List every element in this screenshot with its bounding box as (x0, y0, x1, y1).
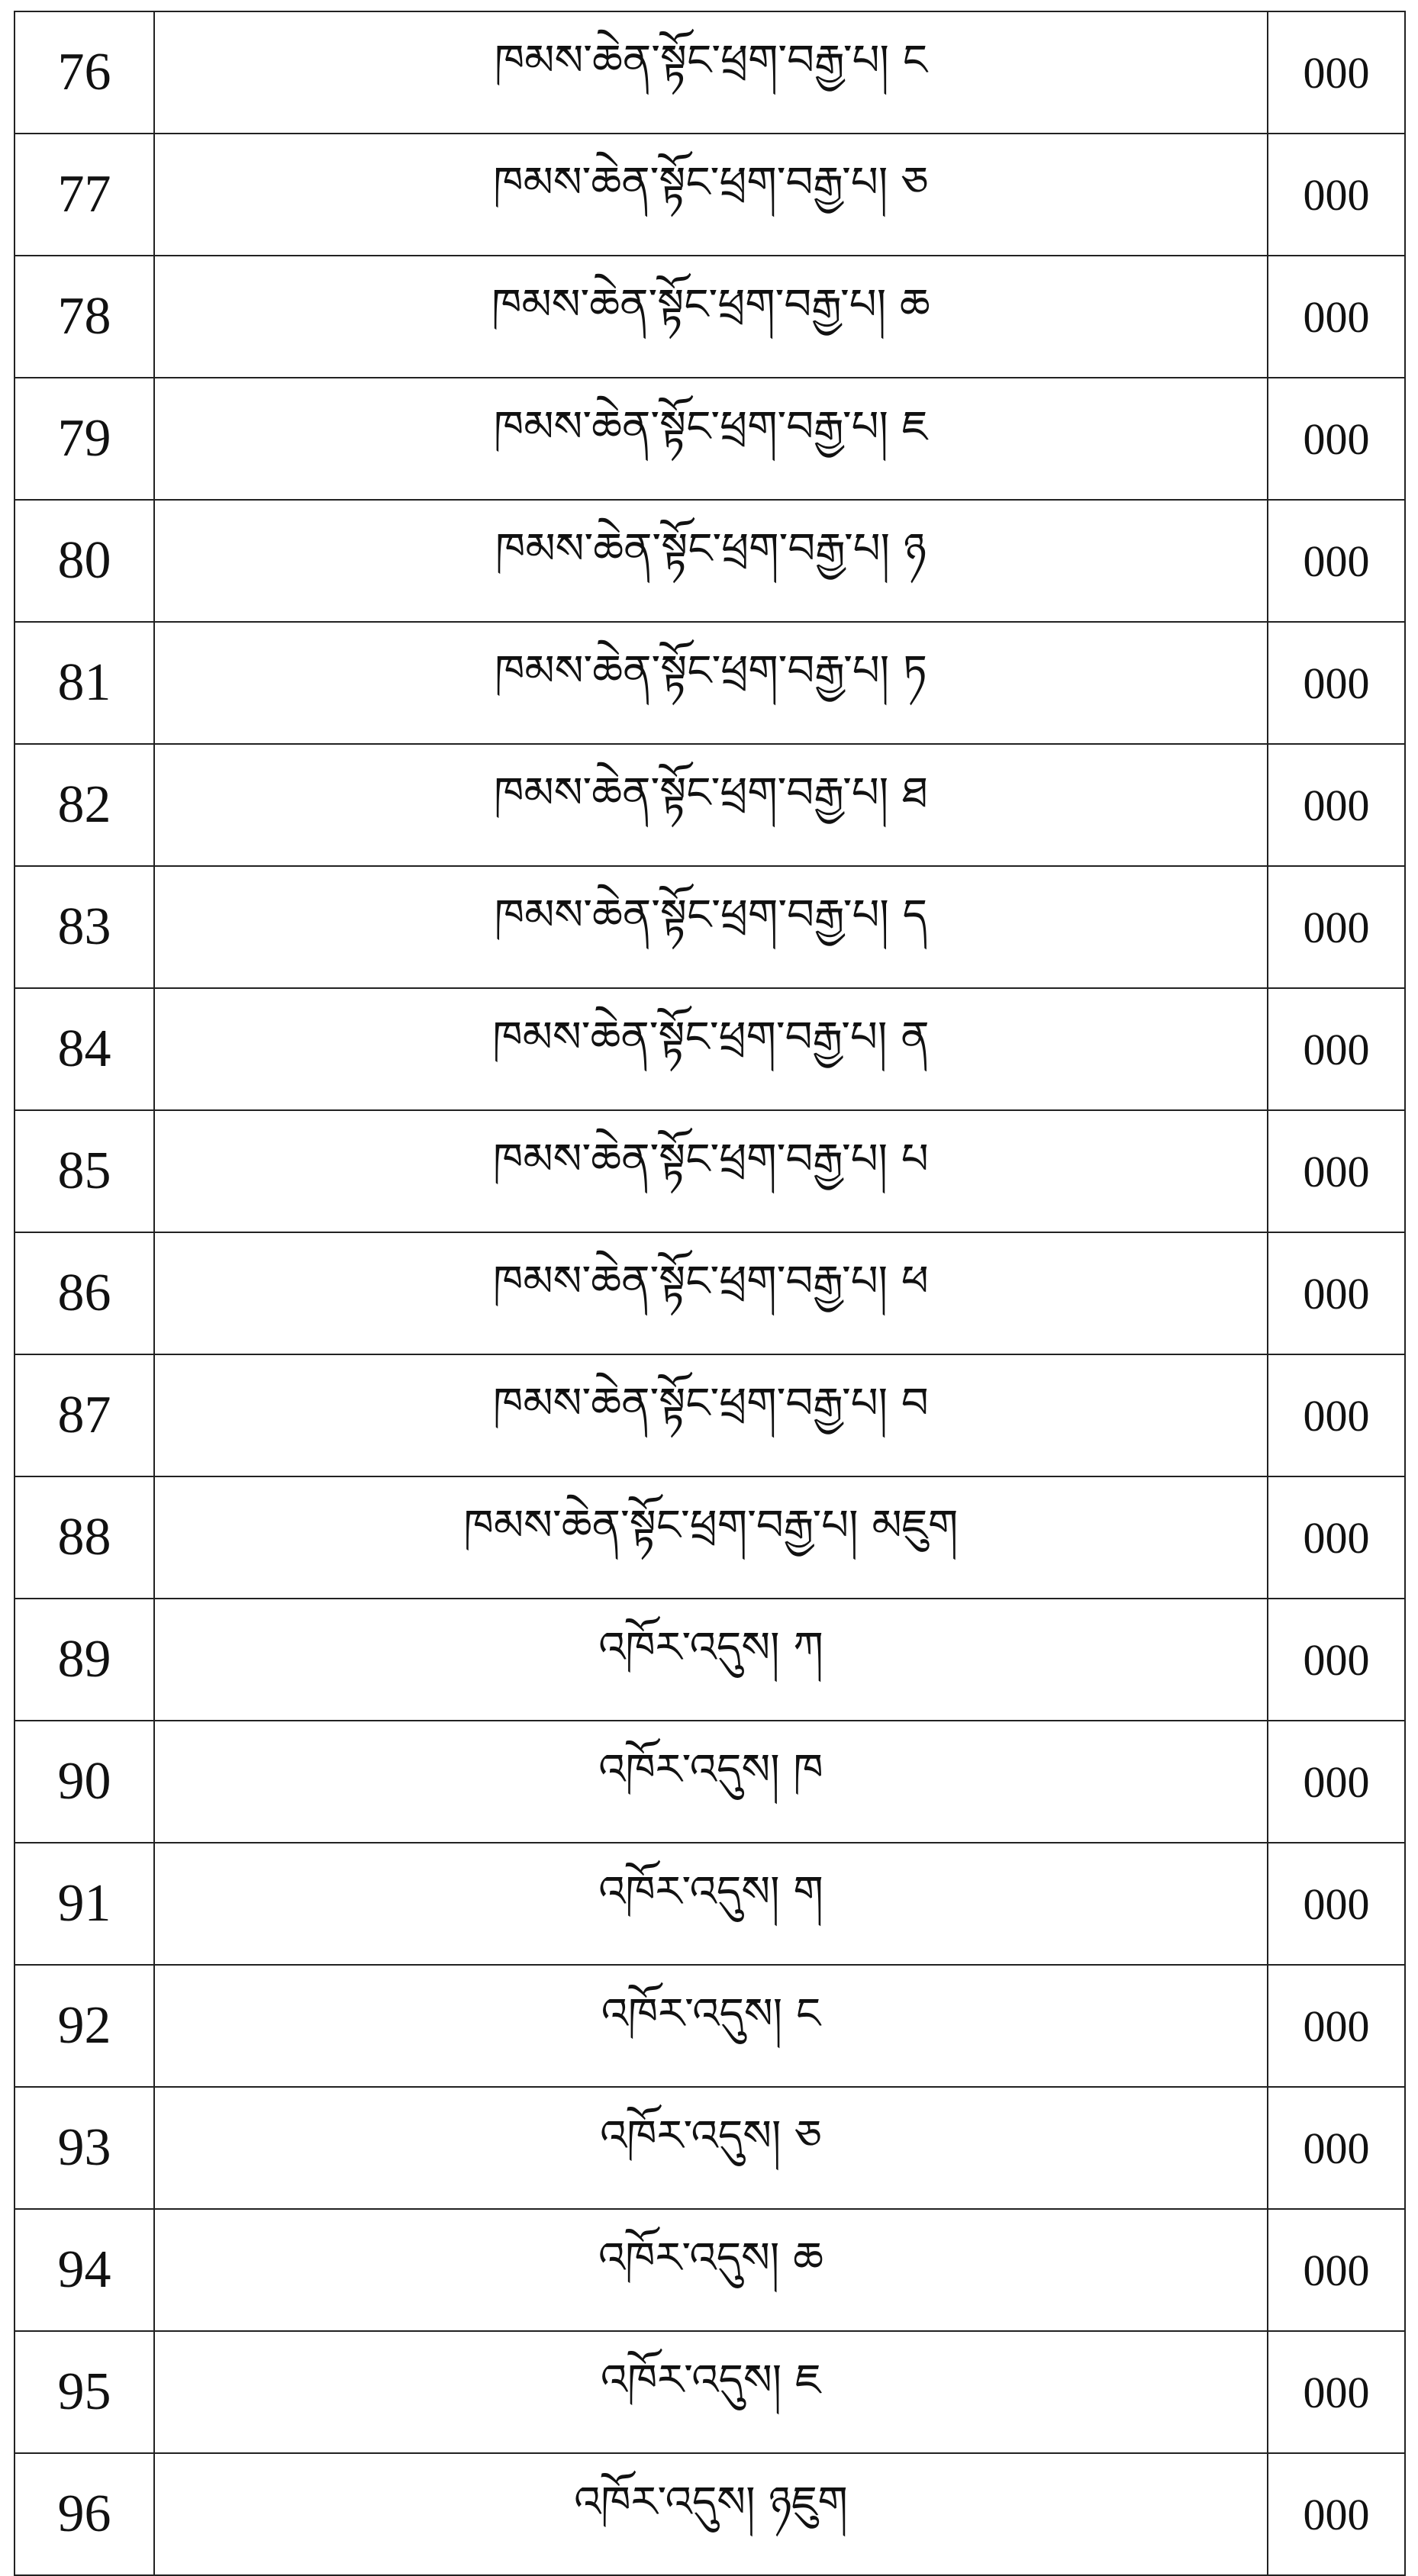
row-number: 93 (15, 2087, 154, 2209)
row-number: 89 (15, 1599, 154, 1721)
row-number: 86 (15, 1232, 154, 1354)
table-row (15, 11, 1405, 134)
row-number: 90 (15, 1721, 154, 1843)
catalog-sheet (14, 11, 1404, 2576)
row-title: ཁམས་ཆེན་སྟོང་ཕྲག་བརྒྱ་པ། ཇ (154, 378, 1268, 500)
row-number: 92 (15, 1965, 154, 2087)
row-title: ཁམས་ཆེན་སྟོང་ཕྲག་བརྒྱ་པ། ཆ (154, 256, 1268, 378)
row-title: འཁོར་འདུས། ཀ (154, 1599, 1268, 1721)
row-number: 84 (15, 988, 154, 1110)
row-number: 87 (15, 1354, 154, 1476)
row-title: ཁམས་ཆེན་སྟོང་ཕྲག་བརྒྱ་པ། ཐ (154, 744, 1268, 866)
table-row (15, 378, 1405, 500)
table-row (15, 1232, 1405, 1354)
row-value: 000 (1268, 256, 1405, 378)
row-value: 000 (1268, 2209, 1405, 2331)
row-value: 000 (1268, 134, 1405, 256)
row-value: 000 (1268, 378, 1405, 500)
table-row (15, 1721, 1405, 1843)
table-row (15, 1354, 1405, 1476)
row-number: 88 (15, 1476, 154, 1599)
row-number: 94 (15, 2209, 154, 2331)
row-value: 000 (1268, 1721, 1405, 1843)
catalog-table-body (15, 11, 1405, 2575)
row-number: 85 (15, 1110, 154, 1232)
table-row (15, 2453, 1405, 2575)
row-value: 000 (1268, 988, 1405, 1110)
row-number: 80 (15, 500, 154, 622)
row-value: 000 (1268, 1843, 1405, 1965)
row-title: ཁམས་ཆེན་སྟོང་ཕྲག་བརྒྱ་པ། ཕ (154, 1232, 1268, 1354)
catalog-table (14, 11, 1406, 2576)
row-title: འཁོར་འདུས། ཉཇུག (154, 2453, 1268, 2575)
table-row (15, 256, 1405, 378)
row-title: ཁམས་ཆེན་སྟོང་ཕྲག་བརྒྱ་པ། ད (154, 866, 1268, 988)
row-number: 76 (15, 11, 154, 134)
row-title: ཁམས་ཆེན་སྟོང་ཕྲག་བརྒྱ་པ། མཇུག (154, 1476, 1268, 1599)
row-number: 91 (15, 1843, 154, 1965)
row-title: ཁམས་ཆེན་སྟོང་ཕྲག་བརྒྱ་པ། ང (154, 11, 1268, 134)
row-title: འཁོར་འདུས། ང (154, 1965, 1268, 2087)
row-title: འཁོར་འདུས། ཆ (154, 2209, 1268, 2331)
row-number: 77 (15, 134, 154, 256)
row-value: 000 (1268, 2453, 1405, 2575)
row-number: 83 (15, 866, 154, 988)
row-title: ཁམས་ཆེན་སྟོང་ཕྲག་བརྒྱ་པ། ཅ (154, 134, 1268, 256)
row-value: 000 (1268, 2331, 1405, 2453)
row-title: ཁམས་ཆེན་སྟོང་ཕྲག་བརྒྱ་པ། ན (154, 988, 1268, 1110)
row-value: 000 (1268, 866, 1405, 988)
row-title: ཁམས་ཆེན་སྟོང་ཕྲག་བརྒྱ་པ། བ (154, 1354, 1268, 1476)
table-row (15, 2331, 1405, 2453)
row-title: ཁམས་ཆེན་སྟོང་ཕྲག་བརྒྱ་པ། ཏ (154, 622, 1268, 744)
table-row (15, 622, 1405, 744)
row-value: 000 (1268, 744, 1405, 866)
table-row (15, 2087, 1405, 2209)
row-value: 000 (1268, 1476, 1405, 1599)
row-value: 000 (1268, 500, 1405, 622)
row-number: 78 (15, 256, 154, 378)
table-row (15, 1843, 1405, 1965)
row-title: འཁོར་འདུས། ག (154, 1843, 1268, 1965)
table-row (15, 2209, 1405, 2331)
row-value: 000 (1268, 1354, 1405, 1476)
table-row (15, 744, 1405, 866)
row-title: ཁམས་ཆེན་སྟོང་ཕྲག་བརྒྱ་པ། པ (154, 1110, 1268, 1232)
row-title: འཁོར་འདུས། ཁ (154, 1721, 1268, 1843)
table-row (15, 134, 1405, 256)
row-value: 000 (1268, 2087, 1405, 2209)
row-number: 82 (15, 744, 154, 866)
row-value: 000 (1268, 1965, 1405, 2087)
table-row (15, 1110, 1405, 1232)
row-number: 79 (15, 378, 154, 500)
table-row (15, 1476, 1405, 1599)
row-title: འཁོར་འདུས། ཇ (154, 2331, 1268, 2453)
row-title: ཁམས་ཆེན་སྟོང་ཕྲག་བརྒྱ་པ། ཉ (154, 500, 1268, 622)
row-value: 000 (1268, 1110, 1405, 1232)
row-number: 96 (15, 2453, 154, 2575)
table-row (15, 1965, 1405, 2087)
table-row (15, 988, 1405, 1110)
table-row (15, 866, 1405, 988)
table-row (15, 500, 1405, 622)
row-value: 000 (1268, 1599, 1405, 1721)
row-title: འཁོར་འདུས། ཅ (154, 2087, 1268, 2209)
row-value: 000 (1268, 622, 1405, 744)
row-number: 95 (15, 2331, 154, 2453)
row-value: 000 (1268, 1232, 1405, 1354)
row-value: 000 (1268, 11, 1405, 134)
table-row (15, 1599, 1405, 1721)
row-number: 81 (15, 622, 154, 744)
